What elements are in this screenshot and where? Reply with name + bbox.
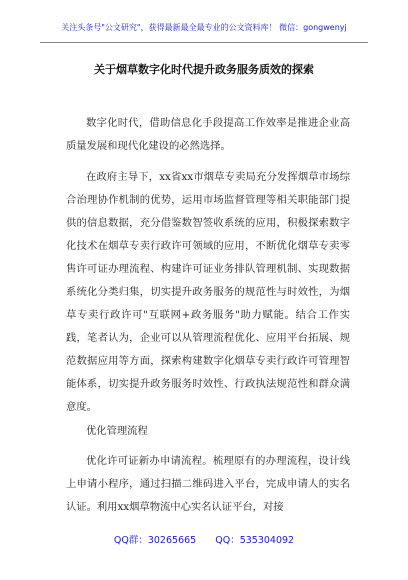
header-divider xyxy=(40,42,368,43)
paragraph-process: 优化许可证新办申请流程。梳理原有的办理流程，设计线上申请小程序，通过扫描二维码进入平台，完成申请人的实名认证。利用xx烟草物流中心实名认证平台，对接 xyxy=(66,455,350,513)
footer-contact xyxy=(0,532,408,546)
footer-qq-number: QQ：535304092 xyxy=(215,535,295,546)
header-promo-note: 关注头条号"公文研究"，获得最新最全最专业的公文资料库！ 微信：gongwenyj xyxy=(61,23,347,32)
section-subheading: 优化管理流程 xyxy=(86,425,148,437)
document-title: 关于烟草数字化时代提升政务服务质效的探索 xyxy=(94,63,314,76)
paragraph-intro: 数字化时代，借助信息化手段提高工作效率是推进企业高质量发展和现代化建设的必然选择。 xyxy=(66,117,350,152)
footer-qq-group: QQ群：30265665 xyxy=(113,535,197,546)
paragraph-main: 在政府主导下，xx省xx市烟草专卖局充分发挥烟草市场综合治理协作机制的优势，运用市场监督管理等相关职能部门提供的信息数据，充分借鉴数智签收系统的应用，积极探索数字化技术在烟草专卖行政许可领域的应用，不断优化烟草专卖零售许可证办理流程、构建许可证业务排队管理机制、实现数据系统化分类归集，切实提升政务服务的规范性与时效性，为烟草专卖行政许可"互联网+政务服务"助力赋能。结合工作实践，笔者认为，企业可以从管理流程优化、应用平台拓展、规范数据应用等方面，探索构建数字化烟草专卖行政许可管理智能体系，切实提升政务服务时效性、行政执法规范性和群众满意度。 xyxy=(66,171,350,413)
